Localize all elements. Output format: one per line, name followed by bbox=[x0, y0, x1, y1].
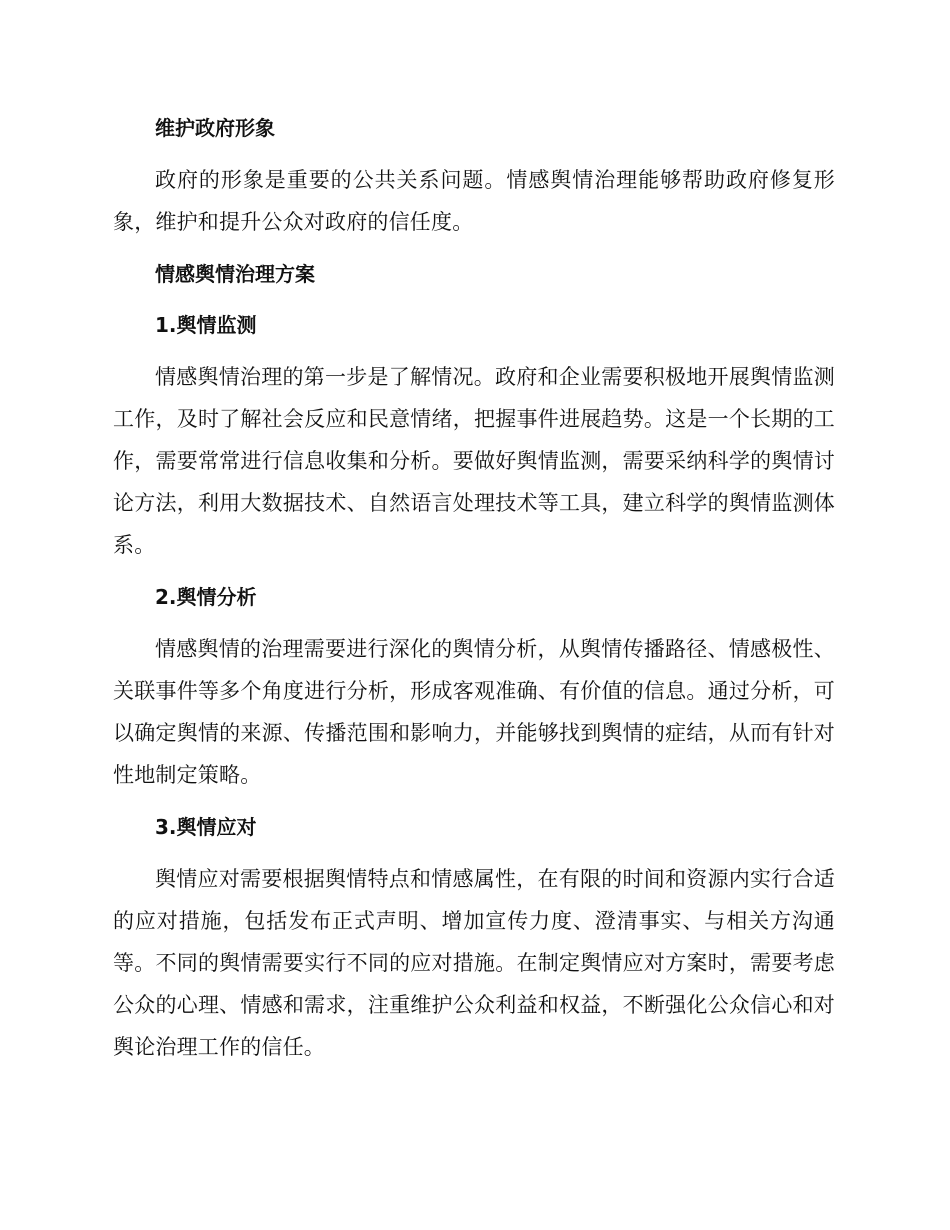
section-heading-response: 3.舆情应对 bbox=[155, 815, 257, 839]
section-heading-analysis: 2.舆情分析 bbox=[155, 585, 257, 609]
section-heading-maintain-image: 维护政府形象 bbox=[155, 116, 275, 140]
section-heading-governance-plan: 情感舆情治理方案 bbox=[155, 262, 315, 286]
section-paragraph-maintain-image: 政府的形象是重要的公共关系问题。情感舆情治理能够帮助政府修复形象，维护和提升公众对政府的信任度。 bbox=[113, 168, 835, 234]
section-paragraph-response: 舆情应对需要根据舆情特点和情感属性，在有限的时间和资源内实行合适的应对措施，包括发布正式声明、增加宣传力度、澄清事实、与相关方沟通等。不同的舆情需要实行不同的应对措施。在制定舆情应对方案时，需要考虑公众的心理、情感和需求，注重维护公众利益和权益，不断强化公众信心和对舆论治理工作的信任。 bbox=[113, 867, 835, 1059]
document-body bbox=[113, 108, 835, 1068]
section-paragraph-monitoring: 情感舆情治理的第一步是了解情况。政府和企业需要积极地开展舆情监测工作，及时了解社会反应和民意情绪，把握事件进展趋势。这是一个长期的工作，需要常常进行信息收集和分析。要做好舆情监测，需要采纳科学的舆情讨论方法，利用大数据技术、自然语言处理技术等工具，建立科学的舆情监测体系。 bbox=[113, 365, 835, 557]
section-heading-monitoring: 1.舆情监测 bbox=[155, 313, 257, 337]
section-paragraph-analysis: 情感舆情的治理需要进行深化的舆情分析，从舆情传播路径、情感极性、关联事件等多个角度进行分析，形成客观准确、有价值的信息。通过分析，可以确定舆情的来源、传播范围和影响力，并能够找到舆情的症结，从而有针对性地制定策略。 bbox=[113, 637, 835, 787]
